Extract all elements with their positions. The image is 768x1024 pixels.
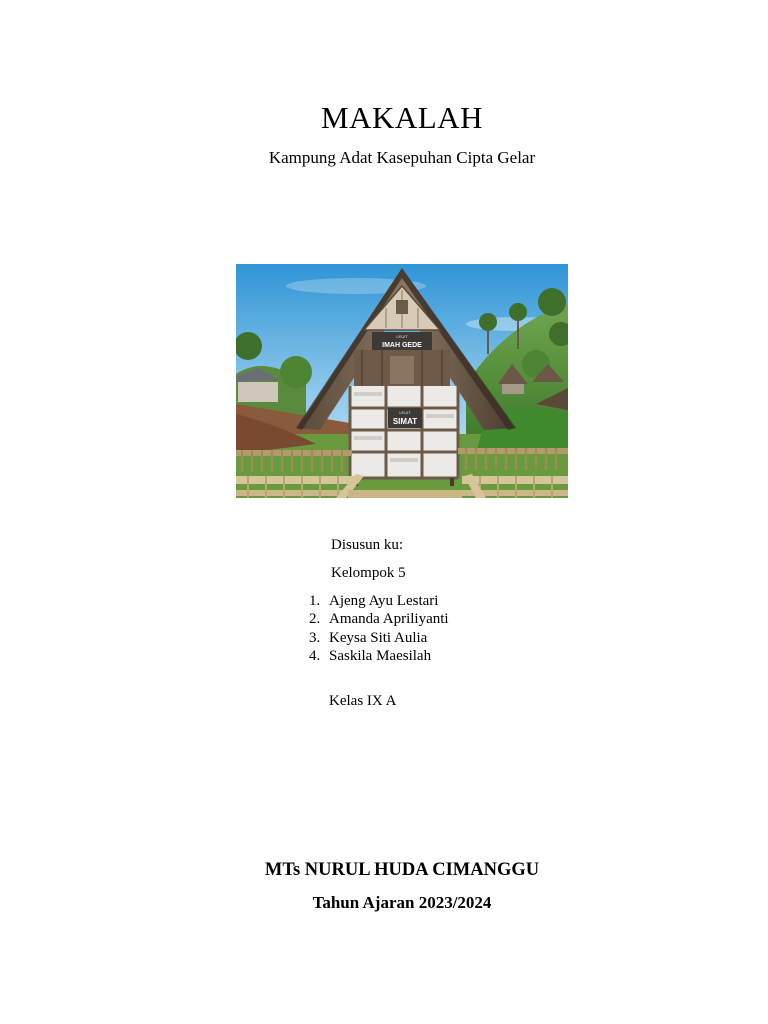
list-item (309, 647, 449, 665)
member-list (309, 592, 449, 665)
list-item (309, 629, 449, 647)
member-name: Keysa Siti Aulia (329, 629, 428, 646)
group-label: Kelompok 5 (331, 565, 406, 581)
sign-door-small: LEUIT (399, 410, 411, 415)
list-number: 4. (309, 647, 321, 664)
member-name: Amanda Apriliyanti (329, 611, 449, 628)
member-name: Ajeng Ayu Lestari (329, 593, 439, 609)
academic-year: Tahun Ajaran 2023/2024 (312, 893, 492, 912)
school-name: MTs NURUL HUDA CIMANGGU (264, 860, 540, 880)
cover-title: MAKALAH (321, 100, 483, 135)
sign-door: SIMAT (392, 417, 418, 426)
prepared-by-label: Disusun ku: (331, 537, 404, 553)
sign-top: IMAH GEDE (382, 342, 422, 349)
list-item (309, 610, 449, 628)
list-item (309, 592, 449, 610)
cover-subtitle: Kampung Adat Kasepuhan Cipta Gelar (268, 148, 536, 167)
class-label: Kelas IX A (329, 693, 397, 709)
list-number: 2. (309, 611, 321, 628)
list-number: 1. (309, 593, 321, 609)
member-name: Saskila Maesilah (329, 647, 432, 664)
cover-photo (236, 264, 568, 498)
list-number: 3. (309, 629, 321, 646)
sign-top-small: LEUIT (396, 334, 408, 339)
